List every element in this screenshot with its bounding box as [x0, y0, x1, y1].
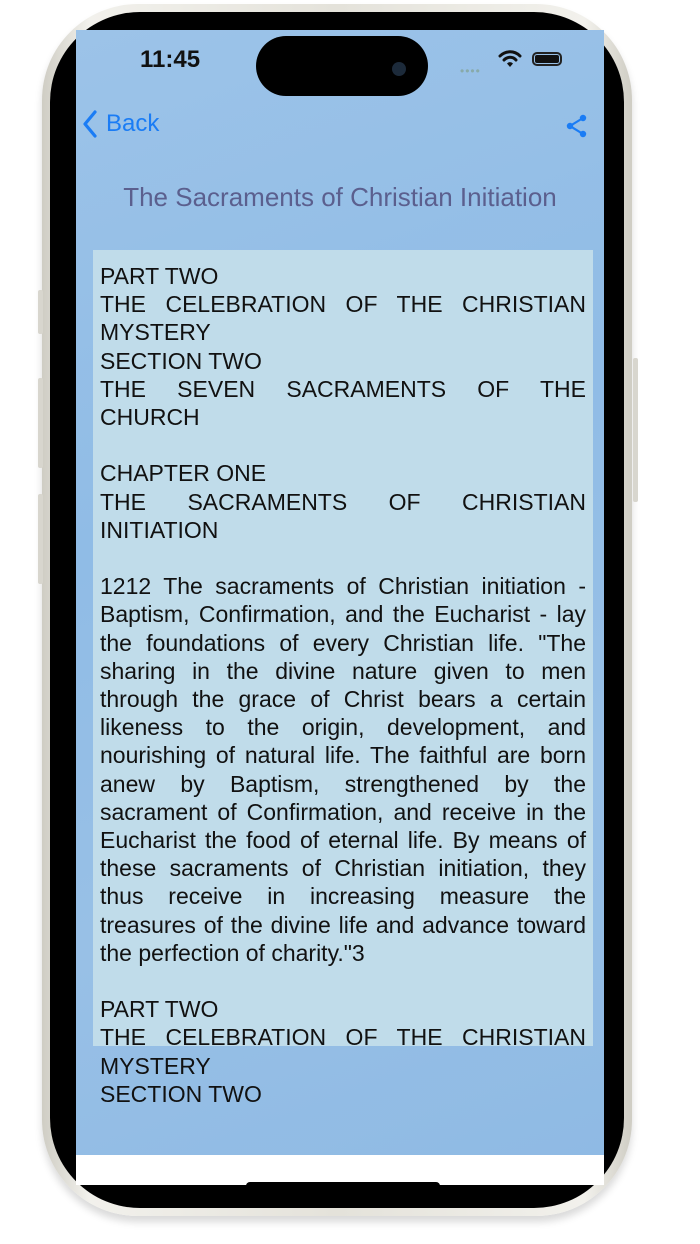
- volume-up-button: [38, 378, 43, 468]
- volume-down-button: [38, 494, 43, 584]
- content-panel[interactable]: [93, 250, 593, 1107]
- power-button: [633, 358, 638, 502]
- page-title: The Sacraments of Christian Initiation: [123, 182, 557, 212]
- signal-dots-icon: ••••: [460, 64, 481, 78]
- content-text: PART TWO THE CELEBRATION OF THE CHRISTIAN MYSTERY SECTION TWO THE SEVEN SACRAMENTS OF THE CHURCH CHAPTER ONE THE SACRAMENTS OF CHRISTIAN INITIATION 1212 The sacraments of Christian initiation - Baptism, Confirmation, and the Eucharist - lay the foundations of every Christian life. "The sharing in the divine nature given to men through the grace of Christ bears a certain likeness to the origin, development, and nourishing of natural life. The faithful are born anew by Baptism, strengthened by the sacrament of Confirmation, and receive in the Eucharist the food of eternal life. By means of these sacraments of Christian initiation, they thus receive in increasing measure the treasures of the divine life and advance toward the perfection of charity."3 PART TWO THE CELEBRATION OF THE CHRISTIAN MYSTERY SECTION TWO: [100, 263, 586, 1107]
- dynamic-island: [256, 36, 428, 96]
- battery-icon: [532, 52, 562, 66]
- back-label: Back: [106, 110, 160, 137]
- share-icon[interactable]: [566, 114, 588, 138]
- back-button[interactable]: [82, 110, 159, 138]
- wifi-icon: [498, 50, 522, 68]
- action-button: [38, 290, 43, 334]
- status-time: 11:45: [140, 46, 201, 73]
- camera-icon: [392, 62, 406, 76]
- bottom-strip: [76, 1155, 604, 1185]
- home-indicator[interactable]: [246, 1182, 440, 1190]
- chevron-left-icon: [82, 110, 98, 138]
- screen: [76, 30, 604, 1180]
